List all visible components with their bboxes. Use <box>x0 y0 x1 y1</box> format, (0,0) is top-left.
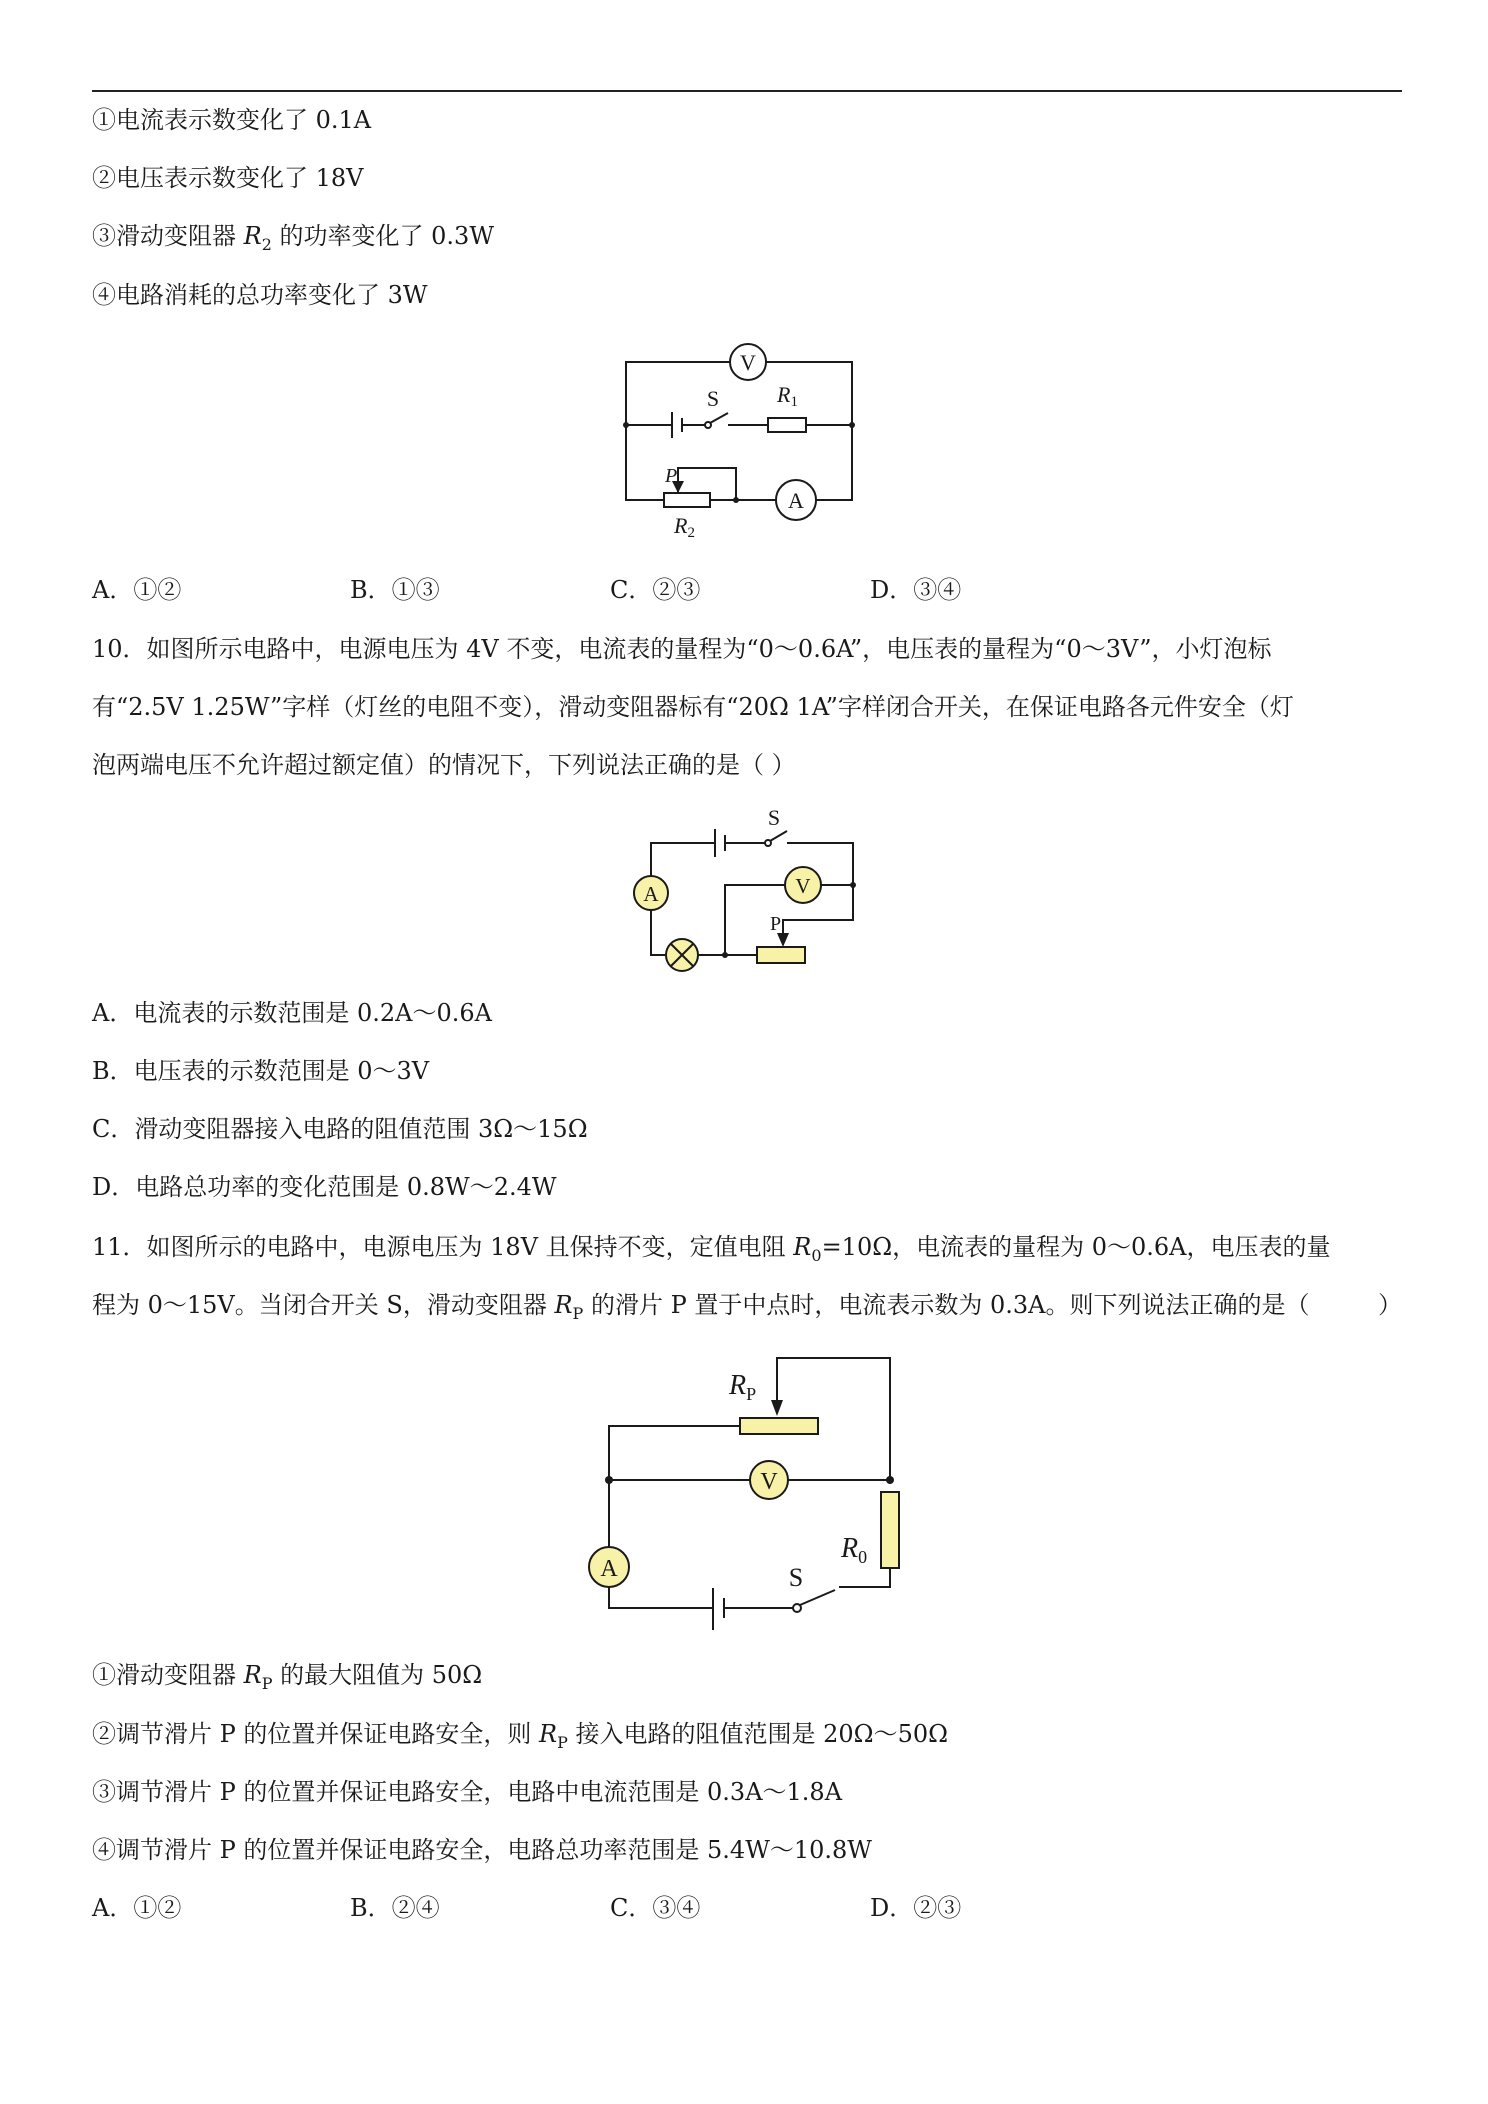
q11-choice-d: D．②③ <box>870 1894 962 1922</box>
q10-ammeter-label: A <box>643 882 659 906</box>
q11-voltmeter-label: V <box>760 1469 778 1495</box>
q10-switch-label: S <box>767 805 781 830</box>
q11-rheostat-icon <box>740 1418 818 1434</box>
q10-option-d: D．电路总功率的变化范围是 0.8W～2.4W <box>92 1173 557 1201</box>
q11-choice-a: A．①② <box>92 1894 182 1922</box>
q9-choice-b: B．①③ <box>350 576 440 604</box>
q9-r1-label: R1 <box>777 382 798 410</box>
q11-statement-4: ④调节滑片 P 的位置并保证电路安全，电路总功率范围是 5.4W～10.8W <box>92 1836 872 1864</box>
q11-rp-label: $R_P$ <box>729 1370 757 1404</box>
q9-circuit-diagram <box>620 340 870 540</box>
q10-option-a: A．电流表的示数范围是 0.2A～0.6A <box>92 999 492 1027</box>
q10-text-line-1: 10．如图所示电路中，电源电压为 4V 不变，电流表的量程为“0～0.6A”，电压表的量程为“0～3V”，小灯泡标 <box>92 635 1272 663</box>
q9-r2-rheostat-icon <box>664 493 710 507</box>
q11-choice-c: C．③④ <box>610 1894 701 1922</box>
q9-statement-3: ③滑动变阻器 $R_2$ 的功率变化了 0.3W <box>92 222 494 254</box>
q9-r1-resistor-icon <box>768 418 806 432</box>
q9-choice-c: C．②③ <box>610 576 701 604</box>
q10-text-line-3: 泡两端电压不允许超过额定值）的情况下，下列说法正确的是（ ） <box>92 751 796 779</box>
q9-choice-a: A．①② <box>92 576 182 604</box>
q9-choice-d: D．③④ <box>870 576 962 604</box>
q11-statement-1: ①滑动变阻器 $R_P$ 的最大阻值为 50Ω <box>92 1661 483 1693</box>
q10-rheostat-icon <box>757 947 805 963</box>
q9-switch-label: S <box>706 386 720 411</box>
q11-choice-b: B．②④ <box>350 1894 440 1922</box>
q9-ammeter-label: A <box>788 488 804 513</box>
q11-switch-icon <box>793 1604 801 1612</box>
q9-slider-label: P <box>665 465 678 487</box>
q9-statement-1: ①电流表示数变化了 0.1A <box>92 106 372 134</box>
q10-option-c: C．滑动变阻器接入电路的阻值范围 3Ω～15Ω <box>92 1115 588 1143</box>
header-rule <box>92 90 1402 92</box>
q9-voltmeter-label: V <box>740 350 756 375</box>
q11-switch-label: S <box>788 1563 804 1592</box>
q11-text-line-2: 程为 0～15V。当闭合开关 S，滑动变阻器 $R_P$ 的滑片 P 置于中点时，电流表示数为 0.3A。则下列说法正确的是（ ） <box>92 1291 1402 1323</box>
q10-slider-label: P <box>770 913 782 935</box>
q11-statement-3: ③调节滑片 P 的位置并保证电路安全，电路中电流范围是 0.3A～1.8A <box>92 1778 843 1806</box>
q9-statement-4: ④电路消耗的总功率变化了 3W <box>92 281 428 309</box>
q10-text-line-2: 有“2.5V 1.25W”字样（灯丝的电阻不变），滑动变阻器标有“20Ω 1A”字样闭合开关，在保证电路各元件安全（灯 <box>92 693 1294 721</box>
q9-r2-label: R2 <box>674 513 695 541</box>
q11-ammeter-label: A <box>600 1556 618 1582</box>
q11-text-line-1: 11．如图所示的电路中，电源电压为 18V 且保持不变，定值电阻 $R_0=10\Omega$，电流表的量程为 0～0.6A，电压表的量 <box>92 1233 1331 1265</box>
q10-voltmeter-label: V <box>795 874 811 898</box>
q11-r0-resistor-icon <box>881 1492 899 1568</box>
q10-circuit-diagram <box>625 805 865 985</box>
q10-option-b: B．电压表的示数范围是 0～3V <box>92 1057 430 1085</box>
q11-statement-2: ②调节滑片 P 的位置并保证电路安全，则 $R_P$ 接入电路的阻值范围是 20Ω～50Ω <box>92 1720 949 1752</box>
q11-r0-label: $R_0$ <box>841 1533 868 1567</box>
q9-statement-2: ②电压表示数变化了 18V <box>92 164 364 192</box>
q11-circuit-diagram <box>585 1350 915 1640</box>
